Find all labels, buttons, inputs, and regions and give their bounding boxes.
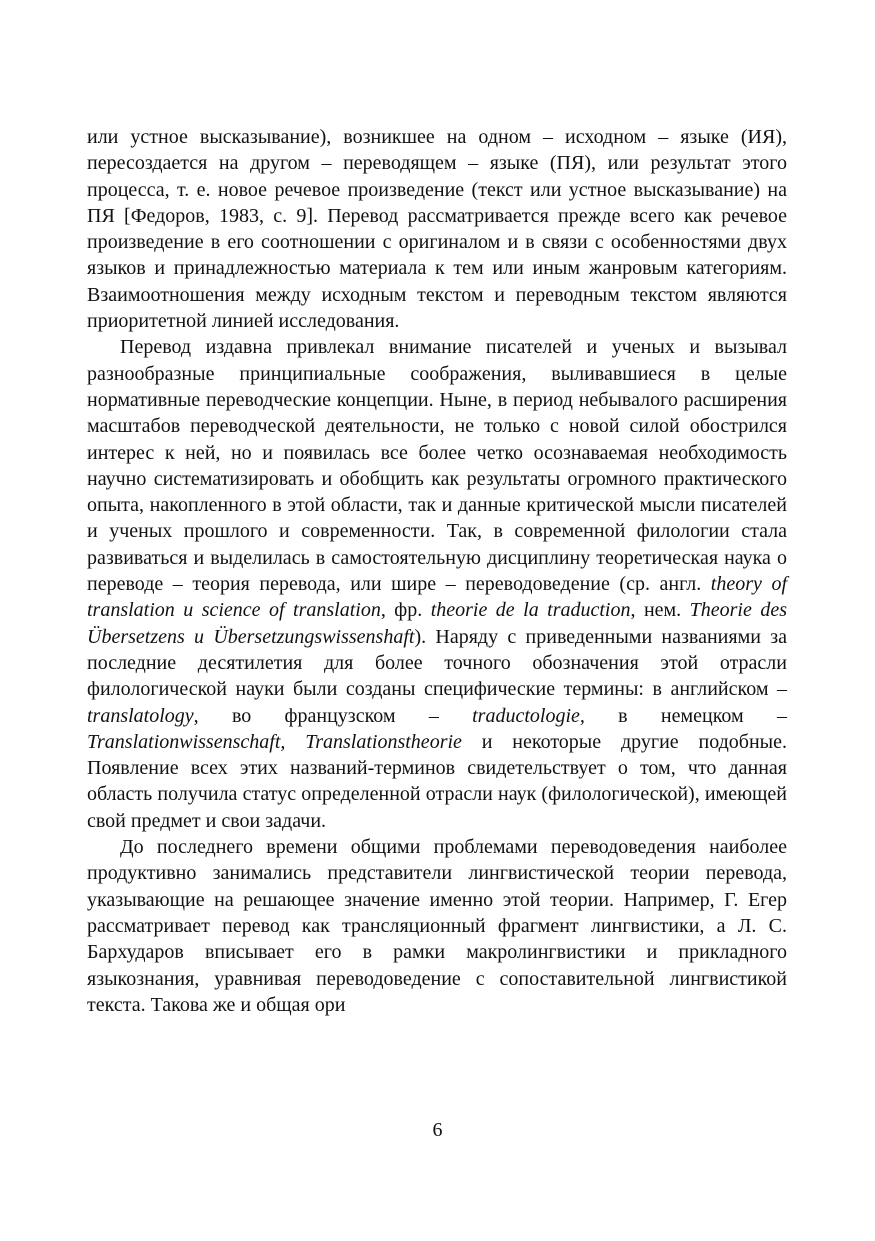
paragraph-2-text-5: , во французском – <box>193 704 473 727</box>
paragraph-2-text-3: , нем. <box>630 599 690 622</box>
paragraph-2-text-4: ). Наряду с приведенными названиями за последние десятилетия для более точного обозначения этой отрасли филологической науки были созданы специфические термины: в английском – <box>87 625 787 701</box>
page-number: 6 <box>432 1119 443 1141</box>
paragraph-1: или устное высказывание), возникшее на одном – исходном – языке (ИЯ), пересоздается на другом – переводящем – языке (ПЯ), или результат этого процесса, т. е. новое речевое произведение (текст или устное высказывание) на ПЯ [Федоров, 1983, с. 9]. Перевод рассматривается прежде всего как речевое произведение в его соотношении с оригиналом и в связи с особенностями двух языков и принадлежностью материала к тем или иным жанровым категориям. Взаимоотношения между исходным текстом и переводным текстом являются приоритетной линией исследования. <box>87 126 787 333</box>
paragraph-2-text-1: Перевод издавна привлекал внимание писателей и ученых и вызывал разнообразные принципиальные соображения, выливавшиеся в целые нормативные переводческие концепции. Ныне, в период небывалого расширения масштабов переводческой деятельности, не только с новой силой обострился интерес к ней, но и появилась все более четко осознаваемая необходимость научно систематизировать и обобщить как результаты огромного практического опыта, накопленного в этой области, так и данные критической мысли писателей и ученых прошлого и современности. Так, в современной филологии стала развиваться и выделилась в самостоятельную дисциплину теоретическая наука о переводе – теория перевода, или шире – переводоведение (ср. англ. <box>87 336 787 596</box>
term-translatology: translatology <box>87 704 194 727</box>
paragraph-3: До последнего времени общими проблемами переводоведения наиболее продуктивно занимались представители лингвистической теории перевода, указывающие на решающее значение именно этой теории. Например, Г. Егер рассматривает перевод как трансляционный фрагмент лингвистики, а Л. С. Бархударов вписывает его в рамки макролингвистики и прикладного языкознания, уравнивая переводоведение с сопоставительной лингвистикой текста. Такова же и общая ори <box>87 836 787 1016</box>
paragraph-2-text-2: , фр. <box>380 599 431 622</box>
term-english: theory of translation и science of translation <box>87 573 787 622</box>
body-text <box>87 124 787 1018</box>
term-translationwissenschaft: Translationwissenschaft, Translationstheorie <box>87 730 462 753</box>
term-german: Theorie des Übersetzens и Übersetzungswissenshaft <box>87 599 787 648</box>
paragraph-2 <box>87 334 787 834</box>
term-french: theorie de la traduction <box>430 599 631 622</box>
paragraph-2-text-7: и некоторые другие подобные. Появление всех этих названий-терминов свидетельствует о том, что данная область получила статус определенной отрасли наук (филологической), имеющей свой предмет и свои задачи. <box>87 730 787 832</box>
paragraph-2-text-6: в немецком – <box>584 704 787 727</box>
term-traductologie: traductologie, <box>472 704 585 727</box>
